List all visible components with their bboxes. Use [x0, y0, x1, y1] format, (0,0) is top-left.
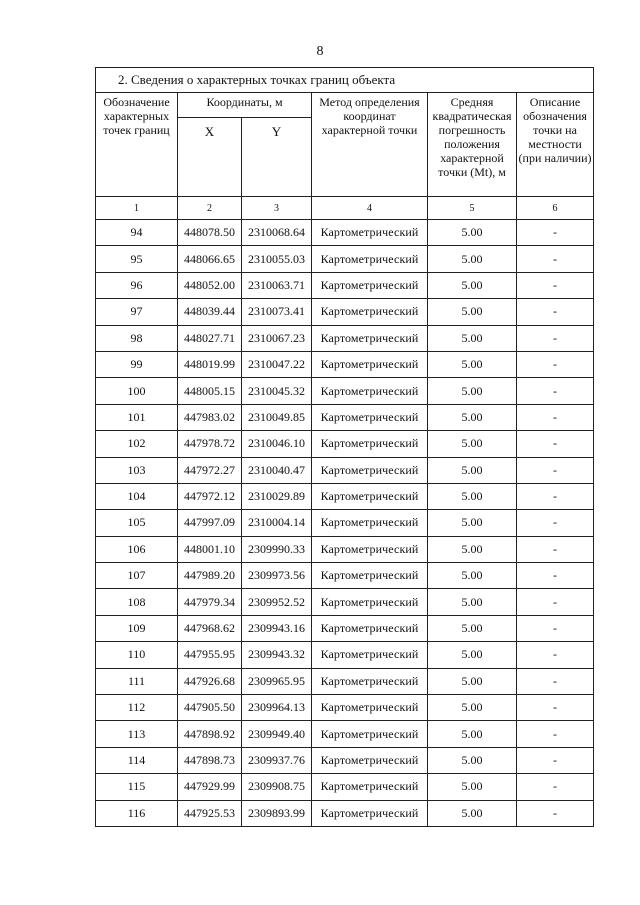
point-id-cell: 109 — [96, 615, 178, 641]
table-row — [96, 563, 594, 589]
boundary-points-table — [95, 67, 594, 827]
method-cell: Картометрический — [312, 483, 428, 509]
table-row — [96, 246, 594, 272]
description-cell: - — [517, 668, 594, 694]
point-id-cell: 110 — [96, 642, 178, 668]
x-coordinate-cell: 448005.15 — [178, 378, 242, 404]
y-coordinate-cell: 2309973.56 — [242, 563, 312, 589]
y-coordinate-cell: 2310055.03 — [242, 246, 312, 272]
error-cell: 5.00 — [428, 642, 517, 668]
x-coordinate-cell: 447983.02 — [178, 404, 242, 430]
table-row — [96, 510, 594, 536]
y-coordinate-cell: 2309893.99 — [242, 800, 312, 826]
y-coordinate-cell: 2309949.40 — [242, 721, 312, 747]
point-id-cell: 113 — [96, 721, 178, 747]
y-coordinate-cell: 2310068.64 — [242, 220, 312, 246]
page-number: 8 — [316, 44, 324, 59]
y-coordinate-cell: 2309943.32 — [242, 642, 312, 668]
table-row — [96, 615, 594, 641]
method-cell: Картометрический — [312, 272, 428, 298]
description-cell: - — [517, 457, 594, 483]
point-id-cell: 114 — [96, 747, 178, 773]
error-cell: 5.00 — [428, 299, 517, 325]
x-coordinate-cell: 447925.53 — [178, 800, 242, 826]
x-coordinate-cell: 447972.12 — [178, 483, 242, 509]
y-coordinate-cell: 2310063.71 — [242, 272, 312, 298]
table-row — [96, 668, 594, 694]
point-id-cell: 111 — [96, 668, 178, 694]
y-coordinate-cell: 2310040.47 — [242, 457, 312, 483]
table-row — [96, 695, 594, 721]
table-row — [96, 800, 594, 826]
x-coordinate-cell: 447989.20 — [178, 563, 242, 589]
method-cell: Картометрический — [312, 563, 428, 589]
error-cell: 5.00 — [428, 325, 517, 351]
x-coordinate-cell: 447929.99 — [178, 774, 242, 800]
y-coordinate-cell: 2310045.32 — [242, 378, 312, 404]
description-cell: - — [517, 747, 594, 773]
y-coordinate-cell: 2310073.41 — [242, 299, 312, 325]
table-row — [96, 457, 594, 483]
x-coordinate-cell: 447955.95 — [178, 642, 242, 668]
point-id-cell: 116 — [96, 800, 178, 826]
method-cell: Картометрический — [312, 695, 428, 721]
description-cell: - — [517, 246, 594, 272]
y-coordinate-cell: 2309965.95 — [242, 668, 312, 694]
table-row — [96, 774, 594, 800]
table-row — [96, 431, 594, 457]
error-cell: 5.00 — [428, 220, 517, 246]
x-coordinate-cell: 447905.50 — [178, 695, 242, 721]
point-id-cell: 94 — [96, 220, 178, 246]
error-cell: 5.00 — [428, 589, 517, 615]
column-number: 4 — [312, 197, 428, 220]
description-cell: - — [517, 642, 594, 668]
method-cell: Картометрический — [312, 246, 428, 272]
x-coordinate-cell: 448001.10 — [178, 536, 242, 562]
x-coordinate-cell: 448052.00 — [178, 272, 242, 298]
method-cell: Картометрический — [312, 351, 428, 377]
x-coordinate-cell: 448078.50 — [178, 220, 242, 246]
method-cell: Картометрический — [312, 800, 428, 826]
y-coordinate-cell: 2309908.75 — [242, 774, 312, 800]
description-cell: - — [517, 351, 594, 377]
table-row — [96, 351, 594, 377]
table-row — [96, 378, 594, 404]
y-coordinate-cell: 2309943.16 — [242, 615, 312, 641]
point-id-cell: 106 — [96, 536, 178, 562]
x-coordinate-cell: 447926.68 — [178, 668, 242, 694]
table-row — [96, 220, 594, 246]
y-coordinate-cell: 2309990.33 — [242, 536, 312, 562]
column-number: 6 — [517, 197, 594, 220]
y-coordinate-cell: 2309937.76 — [242, 747, 312, 773]
error-cell: 5.00 — [428, 246, 517, 272]
table-row — [96, 747, 594, 773]
description-cell: - — [517, 299, 594, 325]
point-id-cell: 102 — [96, 431, 178, 457]
x-coordinate-cell: 448066.65 — [178, 246, 242, 272]
description-cell: - — [517, 325, 594, 351]
point-id-cell: 100 — [96, 378, 178, 404]
point-id-cell: 95 — [96, 246, 178, 272]
point-id-cell: 96 — [96, 272, 178, 298]
error-cell: 5.00 — [428, 457, 517, 483]
point-id-cell: 97 — [96, 299, 178, 325]
description-cell: - — [517, 510, 594, 536]
x-coordinate-cell: 447972.27 — [178, 457, 242, 483]
table-body — [96, 220, 594, 827]
table-row — [96, 721, 594, 747]
point-id-cell: 104 — [96, 483, 178, 509]
y-coordinate-cell: 2310067.23 — [242, 325, 312, 351]
column-number: 5 — [428, 197, 517, 220]
table-row — [96, 589, 594, 615]
error-cell: 5.00 — [428, 483, 517, 509]
y-coordinate-cell: 2309964.13 — [242, 695, 312, 721]
point-id-cell: 103 — [96, 457, 178, 483]
section-title: 2. Сведения о характерных точках границ объекта — [96, 68, 594, 93]
x-coordinate-cell: 448019.99 — [178, 351, 242, 377]
table-row — [96, 642, 594, 668]
y-coordinate-cell: 2310029.89 — [242, 483, 312, 509]
description-cell: - — [517, 431, 594, 457]
description-cell: - — [517, 615, 594, 641]
error-cell: 5.00 — [428, 404, 517, 430]
table-row — [96, 483, 594, 509]
x-coordinate-cell: 447968.62 — [178, 615, 242, 641]
x-coordinate-cell: 447979.34 — [178, 589, 242, 615]
error-cell: 5.00 — [428, 774, 517, 800]
method-cell: Картометрический — [312, 325, 428, 351]
method-cell: Картометрический — [312, 668, 428, 694]
method-cell: Картометрический — [312, 721, 428, 747]
y-coordinate-cell: 2309952.52 — [242, 589, 312, 615]
table-row — [96, 325, 594, 351]
error-cell: 5.00 — [428, 272, 517, 298]
error-cell: 5.00 — [428, 536, 517, 562]
description-cell: - — [517, 483, 594, 509]
header-y: Y — [242, 118, 312, 197]
method-cell: Картометрический — [312, 642, 428, 668]
header-x: X — [178, 118, 242, 197]
x-coordinate-cell: 448027.71 — [178, 325, 242, 351]
method-cell: Картометрический — [312, 589, 428, 615]
point-id-cell: 101 — [96, 404, 178, 430]
error-cell: 5.00 — [428, 668, 517, 694]
point-id-cell: 99 — [96, 351, 178, 377]
method-cell: Картометрический — [312, 431, 428, 457]
header-error: Средняя квадратическая погрешность положения характерной точки (Mt), м — [428, 93, 517, 197]
column-number: 3 — [242, 197, 312, 220]
column-numbers-row — [96, 197, 594, 220]
y-coordinate-cell: 2310004.14 — [242, 510, 312, 536]
table-row — [96, 299, 594, 325]
point-id-cell: 107 — [96, 563, 178, 589]
point-id-cell: 108 — [96, 589, 178, 615]
method-cell: Картометрический — [312, 378, 428, 404]
description-cell: - — [517, 220, 594, 246]
error-cell: 5.00 — [428, 431, 517, 457]
point-id-cell: 112 — [96, 695, 178, 721]
y-coordinate-cell: 2310049.85 — [242, 404, 312, 430]
description-cell: - — [517, 589, 594, 615]
table-row — [96, 272, 594, 298]
x-coordinate-cell: 447898.73 — [178, 747, 242, 773]
table-row — [96, 536, 594, 562]
method-cell: Картометрический — [312, 536, 428, 562]
method-cell: Картометрический — [312, 747, 428, 773]
description-cell: - — [517, 695, 594, 721]
x-coordinate-cell: 447997.09 — [178, 510, 242, 536]
description-cell: - — [517, 272, 594, 298]
header-description: Описание обозначения точки на местности (при наличии) — [517, 93, 594, 197]
description-cell: - — [517, 800, 594, 826]
description-cell: - — [517, 404, 594, 430]
description-cell: - — [517, 536, 594, 562]
header-coordinates: Координаты, м — [178, 93, 312, 118]
error-cell: 5.00 — [428, 747, 517, 773]
error-cell: 5.00 — [428, 721, 517, 747]
x-coordinate-cell: 448039.44 — [178, 299, 242, 325]
y-coordinate-cell: 2310046.10 — [242, 431, 312, 457]
point-id-cell: 105 — [96, 510, 178, 536]
error-cell: 5.00 — [428, 615, 517, 641]
method-cell: Картометрический — [312, 510, 428, 536]
method-cell: Картометрический — [312, 220, 428, 246]
description-cell: - — [517, 378, 594, 404]
method-cell: Картометрический — [312, 404, 428, 430]
error-cell: 5.00 — [428, 510, 517, 536]
y-coordinate-cell: 2310047.22 — [242, 351, 312, 377]
description-cell: - — [517, 563, 594, 589]
error-cell: 5.00 — [428, 695, 517, 721]
header-method: Метод определения координат характерной точки — [312, 93, 428, 197]
error-cell: 5.00 — [428, 800, 517, 826]
x-coordinate-cell: 447978.72 — [178, 431, 242, 457]
error-cell: 5.00 — [428, 378, 517, 404]
column-number: 1 — [96, 197, 178, 220]
method-cell: Картометрический — [312, 615, 428, 641]
method-cell: Картометрический — [312, 299, 428, 325]
point-id-cell: 98 — [96, 325, 178, 351]
method-cell: Картометрический — [312, 457, 428, 483]
method-cell: Картометрический — [312, 774, 428, 800]
column-number: 2 — [178, 197, 242, 220]
header-designation: Обозначение характерных точек границ — [96, 93, 178, 197]
error-cell: 5.00 — [428, 563, 517, 589]
table-row — [96, 404, 594, 430]
x-coordinate-cell: 447898.92 — [178, 721, 242, 747]
description-cell: - — [517, 721, 594, 747]
point-id-cell: 115 — [96, 774, 178, 800]
description-cell: - — [517, 774, 594, 800]
error-cell: 5.00 — [428, 351, 517, 377]
